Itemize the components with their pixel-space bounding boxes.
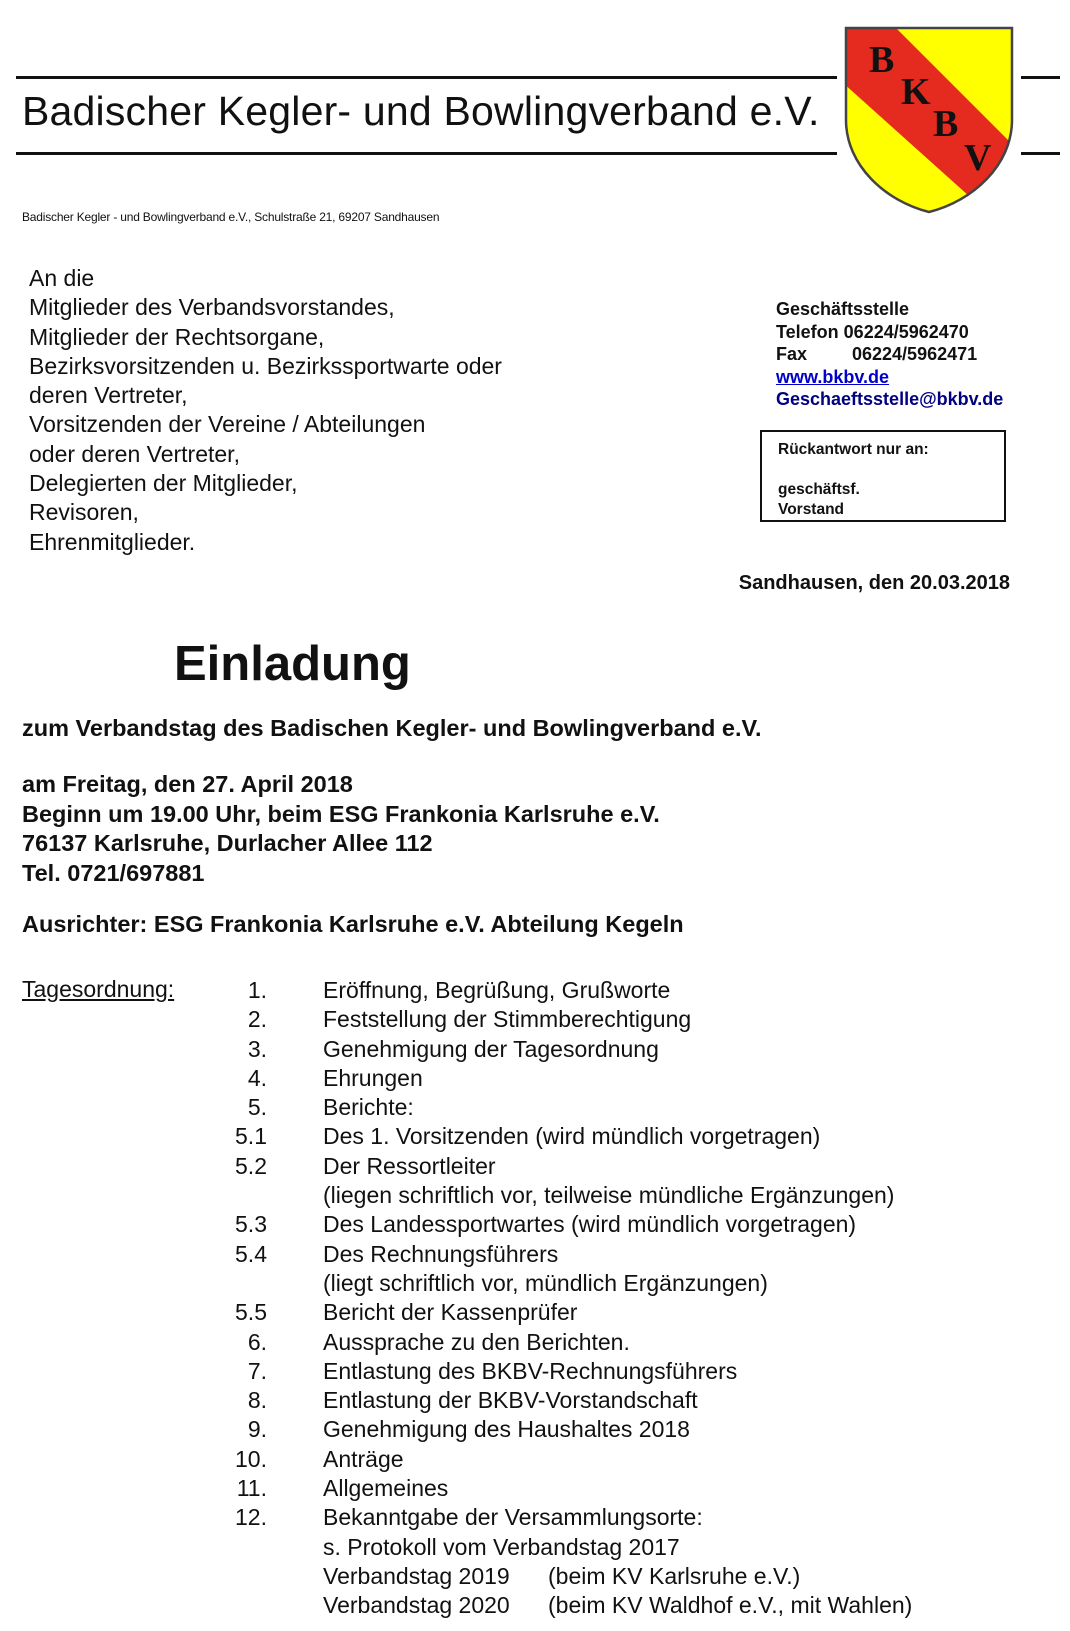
recipient-line: Delegierten der Mitglieder, [29,470,298,497]
crest-letter-b2: B [933,103,959,145]
agenda-item: 3. Genehmigung der Tagesordnung [247,1035,659,1062]
office-fax [776,343,1003,366]
agenda-item: 5. Berichte: [247,1094,414,1121]
recipients-block [29,264,502,557]
sender-address: Badischer Kegler - und Bowlingverband e.V., Schulstraße 21, 69207 Sandhausen [22,210,440,224]
recipient-line: deren Vertreter, [29,382,188,409]
recipient-line: Mitglieder der Rechtsorgane, [29,323,325,350]
agenda-item-continuation: (liegt schriftlich vor, mündlich Ergänzungen) [323,1269,768,1296]
agenda-label: Tagesordnung: [22,976,175,1002]
reply-box-line: Vorstand [778,501,845,518]
event-line: 76137 Karlsruhe, Durlacher Allee 112 [22,830,433,856]
organizer-line: Ausrichter: ESG Frankonia Karlsruhe e.V. Abteilung Kegeln [22,911,684,937]
agenda-item: 4. Ehrungen [247,1064,423,1091]
office-contact [776,298,1003,411]
agenda-item: 12. Bekanntgabe der Versammlungsorte: [235,1504,703,1531]
agenda-item: 5.5 Bericht der Kassenprüfer [235,1299,578,1326]
agenda-item: 5.3 Des Landessportwartes (wird mündlich vorgetragen) [235,1211,857,1238]
event-line: Tel. 0721/697881 [22,859,205,886]
agenda-item: 6. Aussprache zu den Berichten. [247,1328,630,1355]
reply-box [760,430,1006,522]
subheading: zum Verbandstag des Badischen Kegler- und Bowlingverband e.V. [22,715,762,741]
fax-label: Fax [776,344,808,364]
agenda-item: 8. Entlastung der BKBV-Vorstandschaft [247,1387,698,1414]
bottom-rule-left [16,152,837,155]
agenda-list [230,976,912,1621]
crest-letter-b1: B [869,39,895,81]
organization-title: Badischer Kegler- und Bowlingverband e.V. [22,88,820,134]
recipient-line: An die [29,265,95,291]
agenda-item: 7. Entlastung des BKBV-Rechnungsführers [247,1357,738,1384]
recipient-line: oder deren Vertreter, [29,440,240,467]
date-line: Sandhausen, den 20.03.2018 [738,572,1010,594]
agenda-venue: Verbandstag 2019 (beim KV Karlsruhe e.V.) [323,1562,801,1589]
event-details [22,770,660,888]
agenda-item-continuation: (liegen schriftlich vor, teilweise mündliche Ergänzungen) [323,1182,895,1209]
invitation-heading: Einladung [174,637,411,691]
reply-box-line: geschäftsf. [778,481,860,498]
agenda-item: 5.4 Des Rechnungsführers [235,1240,559,1267]
top-rule-left [16,76,837,79]
fax-number: 06224/5962471 [852,344,978,364]
agenda-item: 9. Genehmigung des Haushaltes 2018 [247,1416,690,1443]
office-title: Geschäftsstelle [776,299,910,319]
recipient-line: Vorsitzenden der Vereine / Abteilungen [29,411,426,438]
agenda-item-continuation: s. Protokoll vom Verbandstag 2017 [323,1533,680,1560]
website-link[interactable]: www.bkbv.de [776,366,890,387]
recipient-line: Bezirksvorsitzenden u. Bezirkssportwarte oder [29,352,502,379]
email-link[interactable]: Geschaeftsstelle@bkbv.de [776,389,1004,409]
agenda-venue: Verbandstag 2020 (beim KV Waldhof e.V., mit Wahlen) [323,1592,913,1619]
recipient-line: Revisoren, [29,499,139,526]
agenda-item: 10. Anträge [235,1445,404,1472]
office-phone: Telefon 06224/5962470 [776,321,969,342]
agenda-item: 11. Allgemeines [236,1475,449,1502]
bkbv-crest-logo [843,25,1015,215]
recipient-line: Mitglieder des Verbandsvorstandes, [29,294,395,321]
event-line: Beginn um 19.00 Uhr, beim ESG Frankonia Karlsruhe e.V. [22,800,660,827]
agenda-item: 5.1 Des 1. Vorsitzenden (wird mündlich vorgetragen) [235,1123,821,1150]
crest-letter-v: V [964,137,992,179]
reply-box-title: Rückantwort nur an: [778,441,929,458]
agenda-item: 1. Eröffnung, Begrüßung, Grußworte [247,977,671,1003]
top-rule-right [1021,76,1060,79]
agenda-item: 2. Feststellung der Stimmberechtigung [247,1006,692,1033]
agenda-item: 5.2 Der Ressortleiter [235,1152,496,1179]
bottom-rule-right [1021,152,1060,155]
crest-letter-k: K [901,71,931,113]
recipient-line: Ehrenmitglieder. [29,528,196,555]
event-line: am Freitag, den 27. April 2018 [22,771,353,797]
